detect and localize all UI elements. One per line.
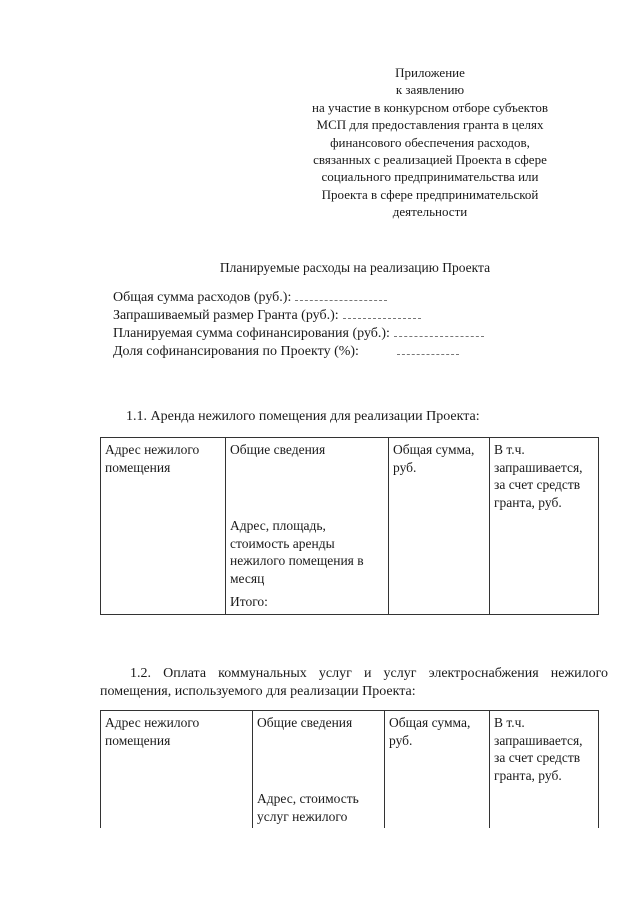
summary-grant-blank[interactable]	[343, 306, 421, 319]
section2-heading	[100, 665, 608, 701]
general-header: Общие сведения	[226, 438, 389, 515]
table-row	[101, 787, 599, 828]
appendix-line: деятельности	[392, 204, 468, 220]
summary-cofinancing-label: Планируемая сумма софинансирования (руб.):	[113, 326, 390, 341]
detail-cell: Адрес, площадь, стоимость аренды нежилого помещения в месяц	[226, 514, 389, 590]
section2-heading-line: помещения, используемого для реализации Проекта:	[100, 684, 416, 699]
section2-heading-line: 1.2. Оплата коммунальных услуг и услуг электроснабжения нежилого	[130, 666, 608, 681]
summary-cofinancing-blank[interactable]	[394, 324, 484, 337]
summary-share-blank[interactable]	[397, 342, 459, 355]
summary-cofinancing-row	[113, 324, 484, 342]
grant-header: В т.ч. запрашивается, за счет средств гранта, руб.	[490, 711, 599, 788]
address-header: Адрес нежилого помещения	[101, 711, 253, 788]
table-header-row	[101, 711, 599, 788]
total-cell[interactable]	[385, 787, 490, 828]
summary-total-row	[113, 288, 484, 306]
total-row-label: Итого:	[226, 590, 389, 615]
address-header: Адрес нежилого помещения	[101, 438, 226, 515]
section1-heading: 1.1. Аренда нежилого помещения для реализации Проекта:	[126, 409, 480, 424]
appendix-line: на участие в конкурсном отборе субъектов	[312, 99, 548, 115]
general-header: Общие сведения	[253, 711, 385, 788]
summary-total-blank[interactable]	[295, 288, 387, 301]
summary-grant-row	[113, 306, 484, 324]
address-cell[interactable]	[101, 514, 226, 590]
grant-cell[interactable]	[490, 590, 599, 615]
appendix-line: социального предпринимательства или	[321, 169, 539, 185]
appendix-line: Проекта в сфере предпринимательской	[321, 186, 539, 202]
total-cell[interactable]	[389, 514, 490, 590]
summary-share-label: Доля софинансирования по Проекту (%):	[113, 344, 359, 359]
document-title: Планируемые расходы на реализацию Проекта	[219, 260, 491, 275]
summary-total-label: Общая сумма расходов (руб.):	[113, 290, 292, 305]
summary-share-row	[113, 342, 484, 360]
rent-table	[100, 437, 599, 615]
detail-cell: Адрес, стоимость услуг нежилого	[253, 787, 385, 828]
table-row	[101, 514, 599, 590]
utilities-table	[100, 710, 599, 828]
table-row	[101, 590, 599, 615]
appendix-line: к заявлению	[395, 82, 465, 98]
appendix-line: связанных с реализацией Проекта в сфере	[313, 152, 547, 168]
total-header: Общая сумма, руб.	[385, 711, 490, 788]
appendix-block	[290, 64, 570, 221]
appendix-line: финансового обеспечения расходов,	[330, 134, 530, 150]
grant-cell[interactable]	[490, 514, 599, 590]
address-cell[interactable]	[101, 787, 253, 828]
summary-block	[113, 288, 484, 360]
grant-cell[interactable]	[490, 787, 599, 828]
summary-grant-label: Запрашиваемый размер Гранта (руб.):	[113, 308, 339, 323]
address-cell	[101, 590, 226, 615]
appendix-line: МСП для предоставления гранта в целях	[316, 117, 544, 133]
total-cell[interactable]	[389, 590, 490, 615]
total-header: Общая сумма, руб.	[389, 438, 490, 515]
table-header-row	[101, 438, 599, 515]
appendix-line: Приложение	[395, 65, 465, 80]
grant-header: В т.ч. запрашивается, за счет средств гранта, руб.	[490, 438, 599, 515]
